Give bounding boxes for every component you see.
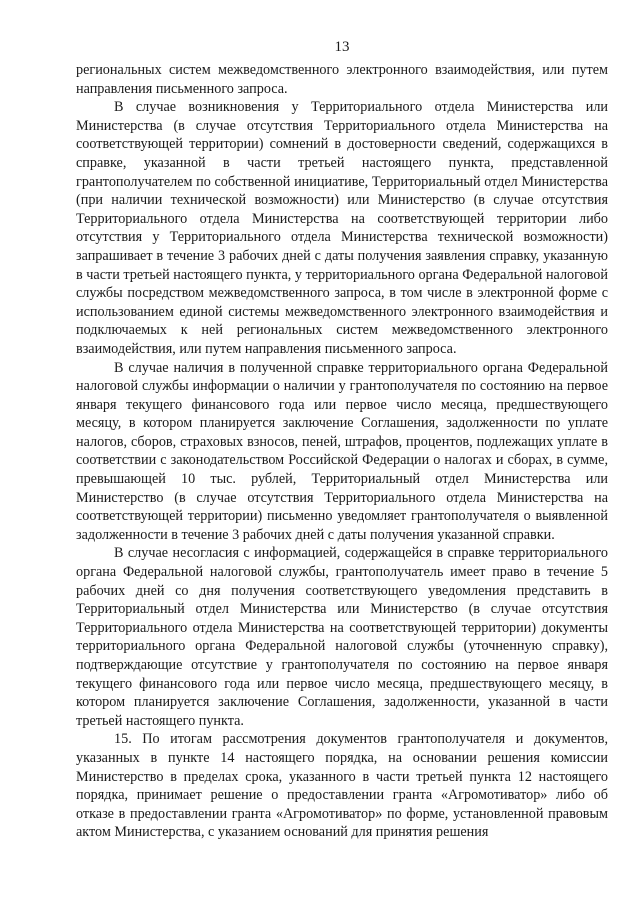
paragraph-doubts-request: В случае возникновения у Территориального отдела Министерства или Министерства (в случае отсутствия Территориального отдела Министерства на соответствующей территории) сомнений в достоверности сведений, содержащихся в справке, указанной в части третьей настоящего пункта, представленной грантополучателем по собственной инициативе, Территориальный отдел Министерства (при наличии технической возможности) или Министерство (в случае отсутствия Территориального отдела Министерства на соответствующей территории либо отсутствия у Территориального отдела Министерства технической возможности) запрашивает в течение 3 рабочих дней с даты получения заявления справку, указанную в части третьей настоящего пункта, у территориального органа Федеральной налоговой службы посредством межведомственного запроса, в том числе в электронной форме с использованием единой системы межведомственного электронного взаимодействия и подключаемых к ней региональных систем межведомственного электронного взаимодействия, или путем направления письменного запроса. — [76, 99, 608, 357]
paragraph-item-15: 15. По итогам рассмотрения документов грантополучателя и документов, указанных в пункте 14 настоящего порядка, на основании решения комиссии Министерство в пределах срока, указанного в части третьей пункта 12 настоящего порядка, принимает решение о предоставлении гранта «Агромотиватор» либо об отказе в предоставлении гранта «Агромотиватор» по форме, установленной правовым актом Министерства, с указанием оснований для принятия решения — [76, 731, 608, 841]
page-number: 13 — [334, 39, 350, 55]
document-page — [76, 0, 608, 905]
paragraph-debt-notification: В случае наличия в полученной справке территориального органа Федеральной налоговой службы информации о наличии у грантополучателя по состоянию на первое января текущего финансового года или первое число месяца, предшествующего месяцу, в котором планируется заключение Соглашения, задолженности по уплате налогов, сборов, страховых взносов, пеней, штрафов, процентов, подлежащих уплате в соответствии с законодательством Российской Федерации о налогах и сборах, в сумме, превышающей 10 тыс. рублей, Территориальный отдел Министерства или Министерство (в случае отсутствия Территориального отдела Министерства на соответствующей территории) письменно уведомляет грантополучателя о выявленной задолженности в течение 3 рабочих дней с даты получения указанной справки. — [76, 359, 608, 543]
paragraph-disagreement: В случае несогласия с информацией, содержащейся в справке территориального органа Федеральной налоговой службы, грантополучатель имеет право в течение 5 рабочих дней со дня получения соответствующего уведомления представить в Территориальный отдел Министерства или Министерство (в случае отсутствия Территориального отдела Министерства на соответствующей территории) документы территориального органа Федеральной налоговой службы (уточненную справку), подтверждающие отсутствие у грантополучателя по состоянию на первое января текущего финансового года или первое число месяца, предшествующего месяцу, в котором планируется заключение Соглашения, задолженности, указанной в части третьей настоящего пункта. — [76, 545, 608, 729]
paragraph-continuation: региональных систем межведомственного электронного взаимодействия, или путем направления письменного запроса. — [76, 62, 608, 97]
document-body — [76, 61, 608, 842]
